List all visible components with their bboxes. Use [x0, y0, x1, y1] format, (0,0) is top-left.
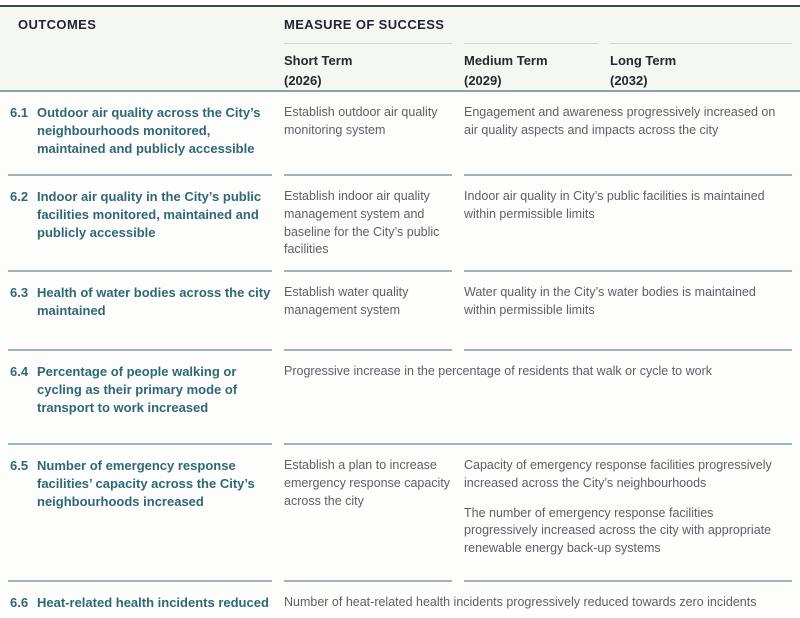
medium-long-term-cell: Water quality in the City’s water bodies is maintained within permissible limits: [464, 272, 792, 351]
outcome-number: 6.4: [10, 364, 29, 379]
short-term-cell: Establish indoor air quality management system and baseline for the City’s public facilities: [284, 176, 452, 272]
outcome-cell: [8, 272, 272, 351]
short-term-cell: Establish outdoor air quality monitoring system: [284, 92, 452, 176]
outcome-text: Health of water bodies across the city maintained: [37, 285, 271, 318]
term-year: (2026): [284, 72, 322, 88]
table-row: [0, 582, 800, 618]
table-row: [0, 92, 800, 176]
term-year: (2029): [464, 72, 502, 88]
outcomes-column-header: OUTCOMES: [18, 17, 97, 32]
short-term-cell: Establish a plan to increase emergency response capacity across the city: [284, 445, 452, 582]
term-label: Short Term: [284, 53, 353, 68]
table-row: [0, 176, 800, 272]
term-year: (2032): [610, 72, 648, 88]
short-term-cell: Establish water quality management system: [284, 272, 452, 351]
medium-long-term-cell: Engagement and awareness progressively increased on air quality aspects and impacts across the city: [464, 92, 792, 176]
term-label: Medium Term: [464, 53, 548, 68]
outcome-cell: [8, 351, 272, 445]
all-terms-cell: Number of heat-related health incidents progressively reduced towards zero incidents: [284, 595, 757, 609]
term-header-short: [284, 43, 452, 90]
outcome-number: 6.2: [10, 189, 29, 204]
medium-long-term-cell: [464, 445, 792, 582]
outcome-text: Outdoor air quality across the City’s neighbourhoods monitored, maintained and publicly accessible: [37, 105, 261, 156]
table-row: [0, 445, 800, 582]
outcome-number: 6.5: [10, 458, 29, 473]
outcome-number: 6.6: [10, 595, 29, 610]
outcome-cell: [8, 445, 272, 582]
table-row: [0, 272, 800, 351]
paragraph: Capacity of emergency response facilities progressively increased across the City’s neighbourhoods: [464, 458, 772, 490]
outcome-number: 6.3: [10, 285, 29, 300]
outcome-cell: [8, 92, 272, 176]
outcome-text: Number of emergency response facilities’ capacity across the City’s neighbourhoods increased: [37, 458, 255, 509]
table-row: [0, 351, 800, 445]
outcome-number: 6.1: [10, 105, 29, 120]
paragraph: The number of emergency response facilities progressively increased across the city with appropriate renewable energy back-up systems: [464, 505, 772, 555]
term-label: Long Term: [610, 53, 677, 68]
term-header-long: [610, 43, 792, 90]
outcome-cell: [8, 582, 272, 618]
term-header-medium: [464, 43, 598, 90]
measure-of-success-header: MEASURE OF SUCCESS: [284, 17, 445, 32]
outcome-cell: [8, 176, 272, 272]
outcome-text: Heat-related health incidents reduced: [37, 595, 269, 610]
all-terms-cell: Progressive increase in the percentage of residents that walk or cycle to work: [284, 351, 792, 445]
outcome-text: Indoor air quality in the City’s public facilities monitored, maintained and publicly accessible: [37, 189, 262, 240]
table-header: [0, 5, 800, 92]
outcome-text: Percentage of people walking or cycling as their primary mode of transport to work increased: [37, 364, 238, 415]
medium-long-term-cell: Indoor air quality in City’s public facilities is maintained within permissible limits: [464, 176, 792, 272]
